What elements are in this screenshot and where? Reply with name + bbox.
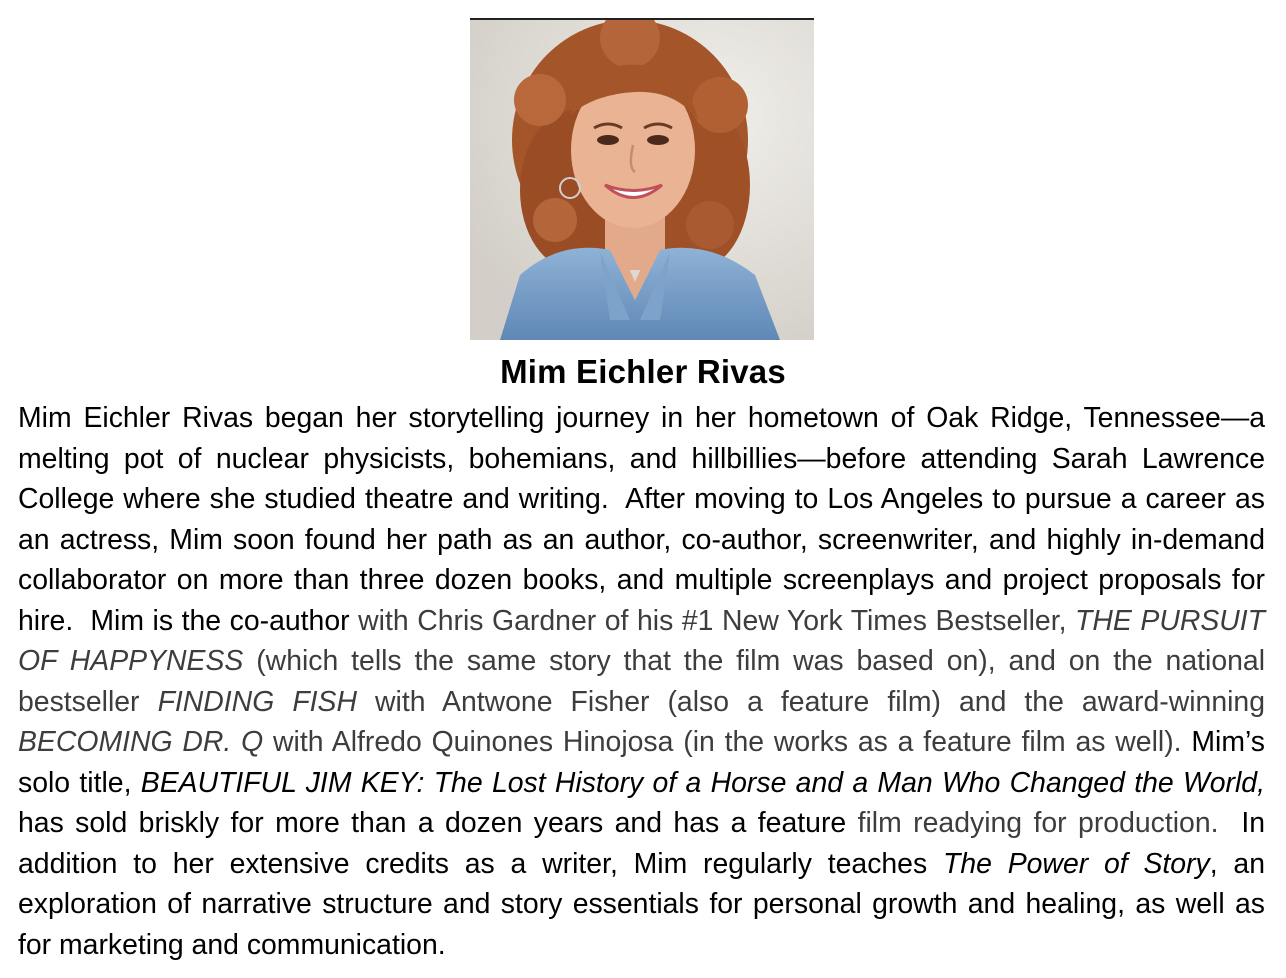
bio-segment: Mim’s solo title, bbox=[18, 726, 1265, 799]
bio-segment: with Chris Gardner of his #1 New York Times Bestseller, bbox=[358, 604, 1076, 637]
author-name: Mim Eichler Rivas bbox=[500, 353, 786, 390]
bio-segment: with Antwone Fisher (also a feature film) and the award-winning bbox=[357, 685, 1265, 718]
course-title-power-of-story: The Power of Story bbox=[942, 847, 1210, 880]
book-title-becoming-dr-q: BECOMING DR. Q bbox=[18, 726, 264, 758]
bio-segment: (which tells the same story that the film was based on), and on the national bestseller bbox=[18, 645, 1265, 718]
author-portrait bbox=[470, 18, 814, 340]
bio-segment: has sold briskly for more than a dozen years and has a feature bbox=[18, 807, 858, 839]
bio-segment: , an exploration of narrative structure and story essentials for personal growth and healing, as well as for marketing and communication. bbox=[18, 847, 1266, 961]
bio-segment: with Alfredo Quinones Hinojosa (in the works as a feature film as well). bbox=[263, 726, 1182, 758]
bio-segment: In addition to her extensive credits as a writer, Mim regularly teaches bbox=[18, 807, 1265, 880]
author-bio bbox=[18, 398, 1265, 965]
bio-segment: film readying for production. bbox=[857, 807, 1219, 839]
book-title-beautiful-jim-key: BEAUTIFUL JIM KEY: The Lost History of a Horse and a Man Who Changed the World, bbox=[140, 766, 1265, 799]
portrait-illustration bbox=[470, 20, 814, 340]
book-title-pursuit-of-happyness: THE PURSUIT OF HAPPYNESS bbox=[18, 604, 1266, 677]
bio-segment: Mim Eichler Rivas began her storytelling journey in her hometown of Oak Ridge, Tennessee—a melting pot of nuclear physicists, bohemians, and hillbillies—before attending Sarah Lawrence College where she studied theatre and writing. After moving to Los Angeles to pursue a career as an actress, Mim soon found her path as an author, co-author, screenwriter, and highly in-demand collaborator on more than three dozen books, and multiple screenplays and project proposals for hire. Mim is the co-author bbox=[18, 402, 1265, 637]
book-title-finding-fish: FINDING FISH bbox=[157, 685, 357, 718]
